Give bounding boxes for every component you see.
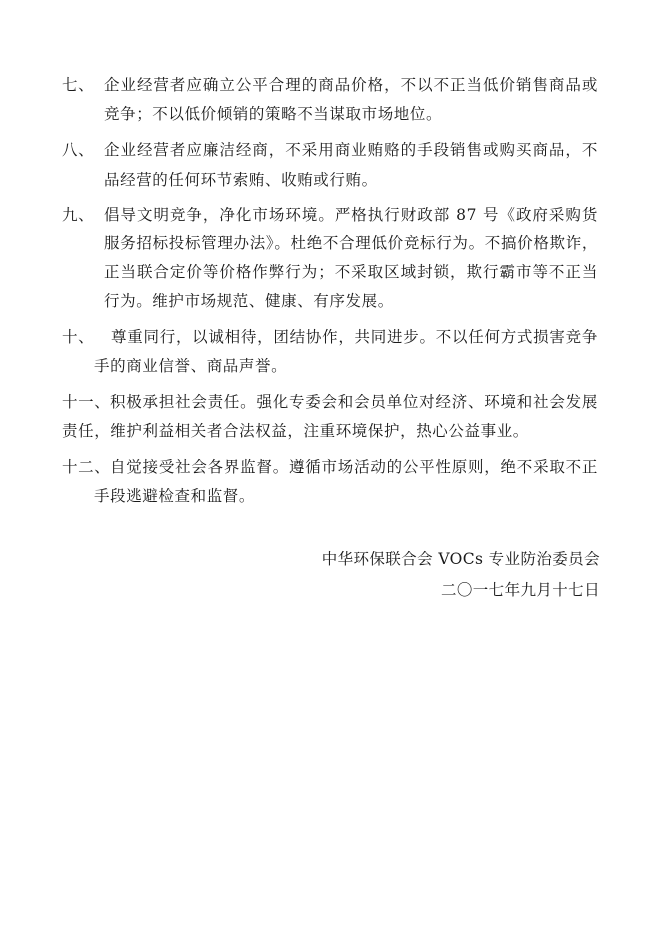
item-number-12: 十二、: [62, 458, 111, 476]
item-number-11: 十一、: [62, 393, 111, 411]
item-10-line-1: 尊重同行，以诚相待，团结协作，共同进步。不以任何方式损害竞争: [111, 328, 598, 346]
item-9-line-4: 行为。维护市场规范、健康、有序发展。: [104, 292, 394, 310]
signature-date: 二〇一七年九月十七日: [440, 581, 600, 599]
item-9-line-1: 倡导文明竞争，净化市场环境。严格执行财政部 87 号《政府采购货: [104, 206, 598, 224]
item-9-line-3: 正当联合定价等价格作弊行为；不采取区域封锁，欺行霸市等不正当: [104, 263, 598, 281]
item-11-line-1: 积极承担社会责任。强化专委会和会员单位对经济、环境和社会发展: [110, 393, 598, 411]
item-12-line-1: 自觉接受社会各界监督。遵循市场活动的公平性原则，绝不采取不正: [110, 458, 598, 476]
item-8-line-2: 品经营的任何环节索贿、收贿或行贿。: [104, 171, 378, 189]
item-number-8: 八、: [62, 141, 95, 159]
signature-organization: 中华环保联合会 VOCs 专业防治委员会: [321, 550, 600, 568]
item-9-line-2: 服务招标投标管理办法》。杜绝不合理低价竞标行为。不搞价格欺诈，: [104, 234, 598, 252]
item-number-10: 十、: [62, 328, 95, 346]
item-7-line-2: 竞争；不以低价倾销的策略不当谋取市场地位。: [104, 105, 443, 123]
item-12-line-2: 手段逃避检查和监督。: [94, 487, 256, 505]
item-8-line-1: 企业经营者应廉洁经商，不采用商业贿赂的手段销售或购买商品，不: [104, 141, 598, 159]
item-number-9: 九、: [62, 206, 95, 224]
item-number-7: 七、: [62, 76, 95, 94]
item-11-line-2: 责任，维护利益相关者合法权益，注重环境保护，热心公益事业。: [62, 422, 529, 440]
item-10-line-2: 手的商业信誉、商品声誉。: [94, 357, 288, 375]
item-7-line-1: 企业经营者应确立公平合理的商品价格，不以不正当低价销售商品或: [104, 76, 598, 94]
